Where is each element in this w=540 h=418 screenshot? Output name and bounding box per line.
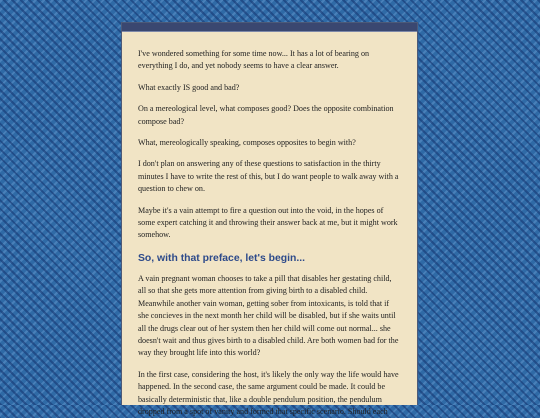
paragraph: What exactly IS good and bad? bbox=[138, 82, 240, 92]
page-header-bar bbox=[122, 23, 417, 32]
article-page bbox=[121, 22, 418, 416]
paragraph: In the first case, considering the host, it's likely the only way the life would have happened. In the second case, the same argument could be made. It could be basically deterministic that, like a double pendulum position, the pendulum dropped from a spot of vanity and formed that specific scenario. Should each bbox=[138, 369, 399, 416]
paragraph: What, mereologically speaking, composes opposites to begin with? bbox=[138, 138, 356, 148]
paragraph: I don't plan on answering any of these questions to satisfaction in the thirty minutes I have to write the rest of this, but I do want people to walk away with a question to chew on. bbox=[138, 159, 399, 194]
paragraph: Maybe it's a vain attempt to fire a question out into the void, in the hopes of some expert catching it and throwing their answer back at me, but it might work somehow. bbox=[138, 205, 398, 240]
paragraph: I've wondered something for some time now... It has a lot of bearing on everything I do, and yet nobody seems to have a clear answer. bbox=[138, 49, 370, 71]
section-heading: So, with that preface, let's begin... bbox=[138, 252, 306, 264]
paragraph: A vain pregnant woman chooses to take a pill that disables her gestating child, all so that she gets more attention from giving birth to a disabled child. Meanwhile another vain woman, getting sober from intoxicants, is told that if she concieves in the next month her child will be disabled, but if she waits until all the drugs clear out of her system then her child will come out normal... she doesn't wait and thus gives birth to a disabled child. Are both women bad for the way they brought life into this world? bbox=[138, 273, 399, 358]
article-content bbox=[122, 32, 417, 418]
paragraph: On a mereological level, what composes good? Does the opposite combination compose bad? bbox=[138, 104, 394, 126]
